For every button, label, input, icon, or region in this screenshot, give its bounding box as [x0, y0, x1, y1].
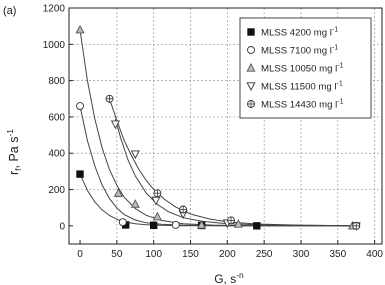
- x-tick-label: 150: [182, 249, 199, 260]
- legend-label: [261, 45, 338, 57]
- legend-label-superscript: -1: [331, 26, 339, 34]
- x-tick-label: 0: [77, 249, 83, 260]
- legend-label-text: MLSS 11500 mg l: [261, 81, 337, 93]
- data-point-series-1: [254, 223, 260, 229]
- x-tick-label: 400: [366, 249, 383, 260]
- data-point-series-5: [180, 206, 187, 213]
- data-point-series-3: [76, 26, 84, 33]
- legend-label: [261, 27, 338, 39]
- circle-marker: [119, 219, 126, 226]
- y-tick-label: 0: [59, 221, 65, 233]
- panel-label: (a): [3, 5, 17, 17]
- legend-label-superscript: -1: [337, 62, 344, 70]
- triangle-up-marker: [131, 200, 139, 207]
- legend-label-text: MLSS 10050 mg l: [261, 63, 338, 75]
- triangle-up-marker: [154, 213, 162, 220]
- legend-marker: [248, 101, 255, 108]
- y-tick-label: 200: [48, 185, 65, 197]
- data-point-series-3: [131, 200, 139, 207]
- data-point-series-2: [119, 219, 126, 226]
- y-axis-label-subscript: f: [13, 168, 23, 171]
- square-marker: [77, 171, 83, 177]
- square-marker: [150, 222, 156, 228]
- legend-label-text: MLSS 14430 mg l: [261, 99, 338, 111]
- legend-marker: [248, 47, 255, 54]
- x-tick-label: 100: [145, 249, 163, 260]
- x-tick-label: 50: [111, 249, 123, 260]
- legend: [240, 18, 371, 118]
- x-axis-title: [214, 270, 244, 285]
- data-point-series-5: [154, 190, 161, 197]
- square-marker: [248, 29, 254, 35]
- x-tick-label: 200: [218, 249, 236, 260]
- circle-marker: [248, 47, 255, 54]
- square-marker: [254, 223, 260, 229]
- data-point-series-5: [228, 217, 235, 224]
- svg-text:rf, Pa s-1: [5, 129, 23, 175]
- data-point-series-3: [154, 213, 162, 220]
- x-tick-label: 250: [255, 249, 273, 260]
- data-point-series-2: [77, 103, 84, 110]
- legend-label: [261, 99, 344, 111]
- circle-marker: [77, 103, 84, 110]
- y-axis-title: [5, 129, 23, 175]
- y-tick-label: 600: [48, 112, 65, 124]
- fit-curve-4: [115, 119, 356, 226]
- y-axis-label: r: [7, 170, 21, 176]
- y-tick-label: 1200: [42, 3, 65, 15]
- legend-label-text: MLSS 4200 mg l: [261, 27, 332, 39]
- x-tick-label: 300: [292, 249, 310, 260]
- y-tick-label: 800: [48, 76, 65, 88]
- y-tick-label: 400: [48, 148, 65, 160]
- x-tick-label: 350: [329, 249, 347, 260]
- data-point-series-1: [150, 222, 156, 228]
- legend-label-superscript: -1: [336, 80, 343, 88]
- data-point-series-1: [77, 171, 83, 177]
- y-axis-label-superscript: -1: [5, 128, 15, 137]
- data-point-series-2: [172, 221, 179, 228]
- legend-label: [261, 63, 344, 75]
- legend-label: [261, 81, 343, 93]
- legend-label-text: MLSS 7100 mg l: [261, 45, 332, 57]
- triangle-up-marker: [76, 26, 84, 33]
- legend-marker: [248, 29, 254, 35]
- y-tick-label: 1000: [42, 39, 65, 51]
- x-axis-label-superscript: -n: [236, 270, 244, 280]
- data-point-series-5: [353, 222, 360, 229]
- svg-text:G, s-n: [214, 270, 244, 285]
- fit-curve-1: [80, 174, 353, 226]
- y-axis-label-unit: , Pa s: [7, 136, 21, 169]
- fit-curve-2: [80, 106, 356, 226]
- legend-label-superscript: -1: [337, 98, 344, 106]
- data-point-series-5: [106, 95, 113, 102]
- x-axis-label: G, s: [214, 272, 237, 285]
- legend-label-superscript: -1: [331, 44, 339, 52]
- circle-marker: [172, 221, 179, 228]
